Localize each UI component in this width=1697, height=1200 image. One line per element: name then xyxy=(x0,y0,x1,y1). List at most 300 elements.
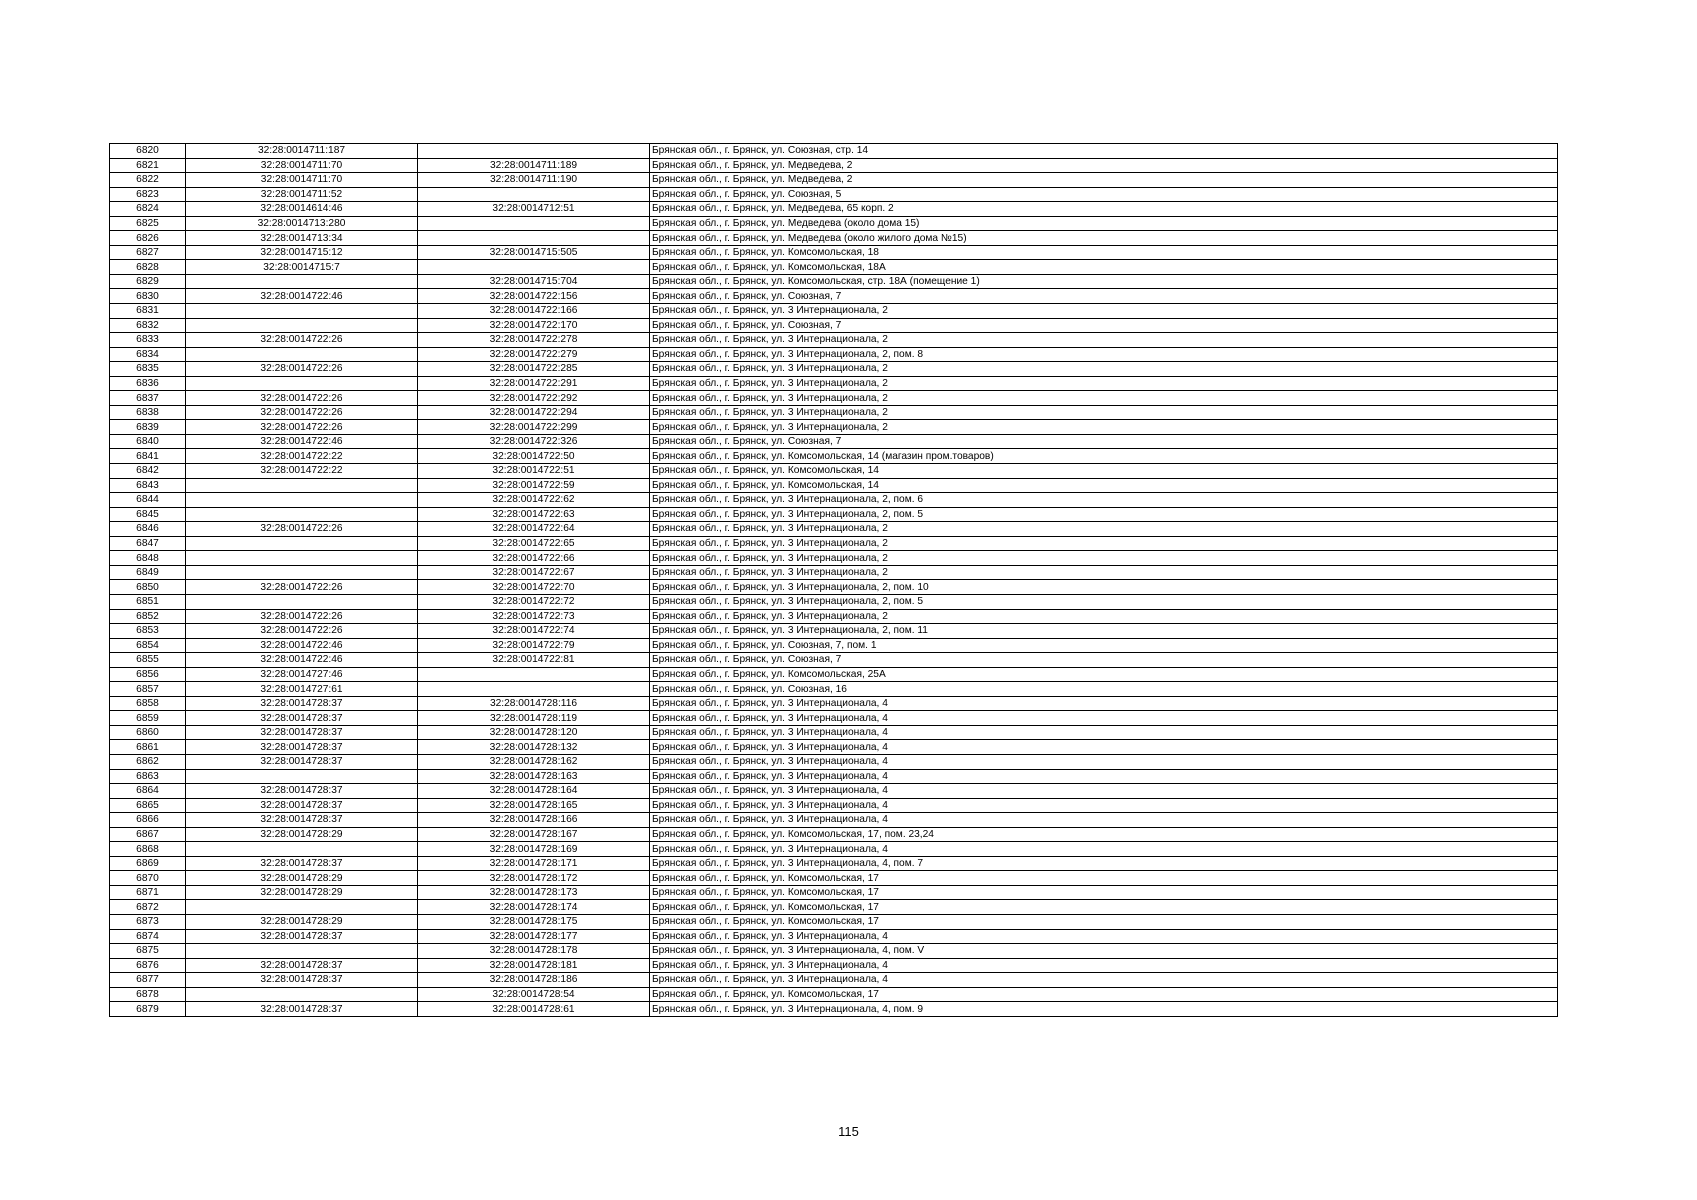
row-number: 6848 xyxy=(110,551,186,566)
row-number: 6839 xyxy=(110,420,186,435)
cadastral-number-object: 32:28:0014715:505 xyxy=(418,245,650,260)
row-number: 6868 xyxy=(110,842,186,857)
address: Брянская обл., г. Брянск, ул. Комсомольская, 18 xyxy=(650,245,1558,260)
cadastral-number-parcel: 32:28:0014722:46 xyxy=(186,289,418,304)
address: Брянская обл., г. Брянск, ул. 3 Интернационала, 2 xyxy=(650,609,1558,624)
cadastral-number-parcel: 32:28:0014728:37 xyxy=(186,725,418,740)
row-number: 6857 xyxy=(110,682,186,697)
row-number: 6867 xyxy=(110,827,186,842)
cadastral-number-parcel xyxy=(186,274,418,289)
table-row xyxy=(110,682,1558,697)
table-row xyxy=(110,813,1558,828)
cadastral-number-object: 32:28:0014728:166 xyxy=(418,813,650,828)
cadastral-number-object: 32:28:0014728:132 xyxy=(418,740,650,755)
row-number: 6862 xyxy=(110,754,186,769)
table-row xyxy=(110,245,1558,260)
cadastral-number-object: 32:28:0014722:291 xyxy=(418,376,650,391)
cadastral-number-object xyxy=(418,216,650,231)
address: Брянская обл., г. Брянск, ул. 3 Интернационала, 4, пом. 7 xyxy=(650,856,1558,871)
row-number: 6871 xyxy=(110,885,186,900)
address: Брянская обл., г. Брянск, ул. 3 Интернационала, 2 xyxy=(650,376,1558,391)
address: Брянская обл., г. Брянск, ул. Союзная, стр. 14 xyxy=(650,144,1558,159)
table-row xyxy=(110,260,1558,275)
row-number: 6840 xyxy=(110,434,186,449)
row-number: 6826 xyxy=(110,231,186,246)
cadastral-number-object: 32:28:0014722:299 xyxy=(418,420,650,435)
cadastral-number-object: 32:28:0014728:61 xyxy=(418,1002,650,1017)
cadastral-number-object: 32:28:0014728:120 xyxy=(418,725,650,740)
table-row xyxy=(110,769,1558,784)
cadastral-number-object: 32:28:0014722:170 xyxy=(418,318,650,333)
row-number: 6841 xyxy=(110,449,186,464)
cadastral-number-parcel xyxy=(186,318,418,333)
address: Брянская обл., г. Брянск, ул. 3 Интернационала, 2 xyxy=(650,333,1558,348)
table-row xyxy=(110,624,1558,639)
row-number: 6828 xyxy=(110,260,186,275)
address: Брянская обл., г. Брянск, ул. 3 Интернационала, 2, пом. 5 xyxy=(650,507,1558,522)
cadastral-number-parcel: 32:28:0014728:37 xyxy=(186,711,418,726)
address: Брянская обл., г. Брянск, ул. Медведева, 65 корп. 2 xyxy=(650,202,1558,217)
cadastral-number-object: 32:28:0014728:164 xyxy=(418,784,650,799)
cadastral-number-object: 32:28:0014728:177 xyxy=(418,929,650,944)
address: Брянская обл., г. Брянск, ул. 3 Интернационала, 2, пом. 5 xyxy=(650,594,1558,609)
cadastral-number-object: 32:28:0014722:74 xyxy=(418,624,650,639)
address: Брянская обл., г. Брянск, ул. 3 Интернационала, 2 xyxy=(650,522,1558,537)
table-row xyxy=(110,420,1558,435)
table-row xyxy=(110,274,1558,289)
cadastral-number-object xyxy=(418,231,650,246)
cadastral-number-object: 32:28:0014722:66 xyxy=(418,551,650,566)
cadastral-number-object: 32:28:0014728:171 xyxy=(418,856,650,871)
row-number: 6854 xyxy=(110,638,186,653)
cadastral-number-parcel: 32:28:0014728:37 xyxy=(186,929,418,944)
table-row xyxy=(110,144,1558,159)
address: Брянская обл., г. Брянск, ул. 3 Интернационала, 4 xyxy=(650,740,1558,755)
cadastral-number-object: 32:28:0014728:167 xyxy=(418,827,650,842)
address: Брянская обл., г. Брянск, ул. 3 Интернационала, 4 xyxy=(650,769,1558,784)
table-row xyxy=(110,522,1558,537)
cadastral-number-object: 32:28:0014722:294 xyxy=(418,405,650,420)
row-number: 6860 xyxy=(110,725,186,740)
address: Брянская обл., г. Брянск, ул. 3 Интернационала, 4 xyxy=(650,798,1558,813)
table-row xyxy=(110,725,1558,740)
cadastral-number-object: 32:28:0014722:67 xyxy=(418,565,650,580)
cadastral-number-parcel: 32:28:0014722:26 xyxy=(186,609,418,624)
cadastral-number-object: 32:28:0014728:116 xyxy=(418,696,650,711)
table-row xyxy=(110,609,1558,624)
row-number: 6875 xyxy=(110,944,186,959)
cadastral-number-object: 32:28:0014722:279 xyxy=(418,347,650,362)
table-row xyxy=(110,565,1558,580)
row-number: 6870 xyxy=(110,871,186,886)
cadastral-number-object: 32:28:0014728:175 xyxy=(418,914,650,929)
row-number: 6823 xyxy=(110,187,186,202)
cadastral-number-parcel xyxy=(186,944,418,959)
cadastral-number-parcel xyxy=(186,565,418,580)
table-row xyxy=(110,638,1558,653)
table-row xyxy=(110,216,1558,231)
cadastral-number-object: 32:28:0014715:704 xyxy=(418,274,650,289)
row-number: 6846 xyxy=(110,522,186,537)
cadastral-number-parcel: 32:28:0014722:26 xyxy=(186,391,418,406)
address: Брянская обл., г. Брянск, ул. Союзная, 7 xyxy=(650,653,1558,668)
table-row xyxy=(110,318,1558,333)
cadastral-number-object: 32:28:0014722:65 xyxy=(418,536,650,551)
row-number: 6829 xyxy=(110,274,186,289)
row-number: 6878 xyxy=(110,987,186,1002)
cadastral-number-parcel: 32:28:0014722:46 xyxy=(186,434,418,449)
address: Брянская обл., г. Брянск, ул. 3 Интернационала, 2, пом. 11 xyxy=(650,624,1558,639)
table-row xyxy=(110,784,1558,799)
table-row xyxy=(110,347,1558,362)
cadastral-number-parcel: 32:28:0014728:37 xyxy=(186,740,418,755)
table-row xyxy=(110,376,1558,391)
cadastral-number-parcel: 32:28:0014722:26 xyxy=(186,405,418,420)
row-number: 6834 xyxy=(110,347,186,362)
cadastral-number-parcel: 32:28:0014711:187 xyxy=(186,144,418,159)
row-number: 6853 xyxy=(110,624,186,639)
table-row xyxy=(110,536,1558,551)
address: Брянская обл., г. Брянск, ул. 3 Интернационала, 4 xyxy=(650,842,1558,857)
address: Брянская обл., г. Брянск, ул. Союзная, 5 xyxy=(650,187,1558,202)
row-number: 6833 xyxy=(110,333,186,348)
table-row xyxy=(110,754,1558,769)
cadastral-number-parcel: 32:28:0014715:12 xyxy=(186,245,418,260)
table-row xyxy=(110,434,1558,449)
cadastral-number-object: 32:28:0014728:172 xyxy=(418,871,650,886)
table-row xyxy=(110,696,1558,711)
cadastral-number-parcel xyxy=(186,478,418,493)
row-number: 6864 xyxy=(110,784,186,799)
cadastral-number-parcel: 32:28:0014614:46 xyxy=(186,202,418,217)
row-number: 6836 xyxy=(110,376,186,391)
address: Брянская обл., г. Брянск, ул. Комсомольская, 18А xyxy=(650,260,1558,275)
row-number: 6856 xyxy=(110,667,186,682)
table-row xyxy=(110,449,1558,464)
cadastral-number-object: 32:28:0014728:186 xyxy=(418,973,650,988)
cadastral-number-object: 32:28:0014728:163 xyxy=(418,769,650,784)
cadastral-number-parcel xyxy=(186,594,418,609)
row-number: 6832 xyxy=(110,318,186,333)
cadastral-table xyxy=(109,143,1558,1017)
address: Брянская обл., г. Брянск, ул. 3 Интернационала, 4 xyxy=(650,973,1558,988)
address: Брянская обл., г. Брянск, ул. 3 Интернационала, 2 xyxy=(650,362,1558,377)
cadastral-number-parcel: 32:28:0014728:29 xyxy=(186,827,418,842)
cadastral-number-parcel: 32:28:0014722:26 xyxy=(186,522,418,537)
address: Брянская обл., г. Брянск, ул. Комсомольская, 17 xyxy=(650,987,1558,1002)
address: Брянская обл., г. Брянск, ул. 3 Интернационала, 2, пом. 10 xyxy=(650,580,1558,595)
cadastral-number-object: 32:28:0014728:165 xyxy=(418,798,650,813)
table-row xyxy=(110,231,1558,246)
table-row xyxy=(110,391,1558,406)
cadastral-number-parcel xyxy=(186,536,418,551)
row-number: 6820 xyxy=(110,144,186,159)
address: Брянская обл., г. Брянск, ул. 3 Интернационала, 2, пом. 8 xyxy=(650,347,1558,362)
cadastral-number-parcel: 32:28:0014728:37 xyxy=(186,958,418,973)
row-number: 6822 xyxy=(110,173,186,188)
cadastral-number-object: 32:28:0014711:189 xyxy=(418,158,650,173)
row-number: 6824 xyxy=(110,202,186,217)
table-row xyxy=(110,900,1558,915)
cadastral-number-parcel: 32:28:0014715:7 xyxy=(186,260,418,275)
cadastral-number-parcel: 32:28:0014711:70 xyxy=(186,173,418,188)
cadastral-number-object: 32:28:0014728:181 xyxy=(418,958,650,973)
cadastral-number-object xyxy=(418,187,650,202)
cadastral-number-parcel: 32:28:0014728:37 xyxy=(186,856,418,871)
address: Брянская обл., г. Брянск, ул. Комсомольская, 17 xyxy=(650,871,1558,886)
cadastral-number-object: 32:28:0014722:292 xyxy=(418,391,650,406)
cadastral-number-parcel: 32:28:0014728:29 xyxy=(186,871,418,886)
cadastral-number-object: 32:28:0014712:51 xyxy=(418,202,650,217)
cadastral-number-object xyxy=(418,682,650,697)
cadastral-number-object xyxy=(418,667,650,682)
cadastral-number-object: 32:28:0014728:174 xyxy=(418,900,650,915)
table-row xyxy=(110,158,1558,173)
address: Брянская обл., г. Брянск, ул. 3 Интернационала, 4 xyxy=(650,813,1558,828)
address: Брянская обл., г. Брянск, ул. 3 Интернационала, 4 xyxy=(650,696,1558,711)
cadastral-number-parcel: 32:28:0014722:26 xyxy=(186,624,418,639)
address: Брянская обл., г. Брянск, ул. Союзная, 7 xyxy=(650,289,1558,304)
row-number: 6835 xyxy=(110,362,186,377)
address: Брянская обл., г. Брянск, ул. Комсомольская, 25А xyxy=(650,667,1558,682)
row-number: 6831 xyxy=(110,304,186,319)
table-row xyxy=(110,842,1558,857)
row-number: 6847 xyxy=(110,536,186,551)
address: Брянская обл., г. Брянск, ул. Союзная, 7 xyxy=(650,318,1558,333)
row-number: 6858 xyxy=(110,696,186,711)
row-number: 6879 xyxy=(110,1002,186,1017)
cadastral-number-object: 32:28:0014722:62 xyxy=(418,493,650,508)
cadastral-number-parcel: 32:28:0014711:52 xyxy=(186,187,418,202)
table-row xyxy=(110,405,1558,420)
cadastral-number-object: 32:28:0014722:70 xyxy=(418,580,650,595)
cadastral-number-parcel xyxy=(186,347,418,362)
cadastral-number-object: 32:28:0014728:119 xyxy=(418,711,650,726)
address: Брянская обл., г. Брянск, ул. 3 Интернационала, 2 xyxy=(650,391,1558,406)
cadastral-number-parcel: 32:28:0014711:70 xyxy=(186,158,418,173)
cadastral-number-parcel xyxy=(186,769,418,784)
address: Брянская обл., г. Брянск, ул. Комсомольская, 14 xyxy=(650,478,1558,493)
table-row xyxy=(110,798,1558,813)
row-number: 6821 xyxy=(110,158,186,173)
address: Брянская обл., г. Брянск, ул. 3 Интернационала, 2 xyxy=(650,420,1558,435)
address: Брянская обл., г. Брянск, ул. 3 Интернационала, 2 xyxy=(650,536,1558,551)
cadastral-number-object: 32:28:0014722:81 xyxy=(418,653,650,668)
address: Брянская обл., г. Брянск, ул. 3 Интернационала, 4, пом. V xyxy=(650,944,1558,959)
row-number: 6845 xyxy=(110,507,186,522)
table-row xyxy=(110,958,1558,973)
table-row xyxy=(110,740,1558,755)
row-number: 6861 xyxy=(110,740,186,755)
address: Брянская обл., г. Брянск, ул. Комсомольская, 17, пом. 23,24 xyxy=(650,827,1558,842)
address: Брянская обл., г. Брянск, ул. Комсомольская, 17 xyxy=(650,900,1558,915)
row-number: 6876 xyxy=(110,958,186,973)
cadastral-number-parcel xyxy=(186,900,418,915)
cadastral-number-object: 32:28:0014711:190 xyxy=(418,173,650,188)
table-row xyxy=(110,173,1558,188)
table-row xyxy=(110,464,1558,479)
cadastral-number-parcel: 32:28:0014728:37 xyxy=(186,813,418,828)
cadastral-number-parcel xyxy=(186,493,418,508)
cadastral-number-object xyxy=(418,260,650,275)
address: Брянская обл., г. Брянск, ул. Союзная, 7, пом. 1 xyxy=(650,638,1558,653)
cadastral-number-object xyxy=(418,144,650,159)
cadastral-number-parcel: 32:28:0014722:26 xyxy=(186,420,418,435)
cadastral-number-parcel xyxy=(186,842,418,857)
address: Брянская обл., г. Брянск, ул. 3 Интернационала, 4 xyxy=(650,929,1558,944)
cadastral-number-object: 32:28:0014728:173 xyxy=(418,885,650,900)
cadastral-number-parcel: 32:28:0014728:37 xyxy=(186,1002,418,1017)
row-number: 6844 xyxy=(110,493,186,508)
cadastral-number-parcel: 32:28:0014713:34 xyxy=(186,231,418,246)
address: Брянская обл., г. Брянск, ул. Комсомольская, 14 xyxy=(650,464,1558,479)
address: Брянская обл., г. Брянск, ул. Комсомольская, 17 xyxy=(650,914,1558,929)
cadastral-number-object: 32:28:0014722:72 xyxy=(418,594,650,609)
cadastral-number-parcel: 32:28:0014713:280 xyxy=(186,216,418,231)
table-row xyxy=(110,202,1558,217)
table-row xyxy=(110,1002,1558,1017)
address: Брянская обл., г. Брянск, ул. 3 Интернационала, 2, пом. 6 xyxy=(650,493,1558,508)
table-row xyxy=(110,667,1558,682)
cadastral-number-parcel: 32:28:0014722:22 xyxy=(186,464,418,479)
cadastral-number-parcel: 32:28:0014722:26 xyxy=(186,580,418,595)
address: Брянская обл., г. Брянск, ул. Медведева, 2 xyxy=(650,173,1558,188)
table-row xyxy=(110,493,1558,508)
cadastral-number-object: 32:28:0014728:54 xyxy=(418,987,650,1002)
cadastral-number-object: 32:28:0014722:166 xyxy=(418,304,650,319)
table-row xyxy=(110,478,1558,493)
row-number: 6869 xyxy=(110,856,186,871)
row-number: 6865 xyxy=(110,798,186,813)
table-row xyxy=(110,929,1558,944)
address: Брянская обл., г. Брянск, ул. Союзная, 16 xyxy=(650,682,1558,697)
cadastral-number-parcel: 32:28:0014722:26 xyxy=(186,333,418,348)
address: Брянская обл., г. Брянск, ул. 3 Интернационала, 4 xyxy=(650,754,1558,769)
cadastral-number-parcel: 32:28:0014728:37 xyxy=(186,973,418,988)
address: Брянская обл., г. Брянск, ул. 3 Интернационала, 2 xyxy=(650,565,1558,580)
row-number: 6859 xyxy=(110,711,186,726)
address: Брянская обл., г. Брянск, ул. Комсомольская, 14 (магазин пром.товаров) xyxy=(650,449,1558,464)
address: Брянская обл., г. Брянск, ул. 3 Интернационала, 2 xyxy=(650,551,1558,566)
table-row xyxy=(110,885,1558,900)
cadastral-number-object: 32:28:0014722:156 xyxy=(418,289,650,304)
cadastral-number-parcel xyxy=(186,551,418,566)
cadastral-number-parcel xyxy=(186,987,418,1002)
row-number: 6850 xyxy=(110,580,186,595)
cadastral-number-object: 32:28:0014722:73 xyxy=(418,609,650,624)
cadastral-number-object: 32:28:0014722:278 xyxy=(418,333,650,348)
row-number: 6825 xyxy=(110,216,186,231)
cadastral-number-parcel: 32:28:0014728:37 xyxy=(186,798,418,813)
table-row xyxy=(110,987,1558,1002)
row-number: 6874 xyxy=(110,929,186,944)
address: Брянская обл., г. Брянск, ул. Медведева (около жилого дома №15) xyxy=(650,231,1558,246)
table-row xyxy=(110,653,1558,668)
row-number: 6830 xyxy=(110,289,186,304)
row-number: 6877 xyxy=(110,973,186,988)
address: Брянская обл., г. Брянск, ул. 3 Интернационала, 4 xyxy=(650,725,1558,740)
table-row xyxy=(110,289,1558,304)
row-number: 6873 xyxy=(110,914,186,929)
row-number: 6863 xyxy=(110,769,186,784)
cadastral-number-object: 32:28:0014722:59 xyxy=(418,478,650,493)
row-number: 6842 xyxy=(110,464,186,479)
table-row xyxy=(110,304,1558,319)
cadastral-number-parcel: 32:28:0014728:37 xyxy=(186,696,418,711)
address: Брянская обл., г. Брянск, ул. 3 Интернационала, 4, пом. 9 xyxy=(650,1002,1558,1017)
cadastral-number-parcel: 32:28:0014722:22 xyxy=(186,449,418,464)
cadastral-number-object: 32:28:0014722:285 xyxy=(418,362,650,377)
cadastral-number-object: 32:28:0014722:64 xyxy=(418,522,650,537)
cadastral-number-object: 32:28:0014728:178 xyxy=(418,944,650,959)
cadastral-number-parcel: 32:28:0014728:29 xyxy=(186,914,418,929)
address: Брянская обл., г. Брянск, ул. Комсомольская, 17 xyxy=(650,885,1558,900)
cadastral-number-parcel xyxy=(186,376,418,391)
cadastral-number-parcel: 32:28:0014727:46 xyxy=(186,667,418,682)
cadastral-number-object: 32:28:0014728:162 xyxy=(418,754,650,769)
row-number: 6866 xyxy=(110,813,186,828)
row-number: 6827 xyxy=(110,245,186,260)
table-row xyxy=(110,551,1558,566)
address: Брянская обл., г. Брянск, ул. 3 Интернационала, 4 xyxy=(650,958,1558,973)
table-row xyxy=(110,856,1558,871)
address: Брянская обл., г. Брянск, ул. Союзная, 7 xyxy=(650,434,1558,449)
address: Брянская обл., г. Брянск, ул. 3 Интернационала, 2 xyxy=(650,304,1558,319)
cadastral-number-object: 32:28:0014722:50 xyxy=(418,449,650,464)
cadastral-number-object: 32:28:0014722:51 xyxy=(418,464,650,479)
table-row xyxy=(110,594,1558,609)
row-number: 6852 xyxy=(110,609,186,624)
cadastral-number-object: 32:28:0014728:169 xyxy=(418,842,650,857)
cadastral-number-object: 32:28:0014722:326 xyxy=(418,434,650,449)
table-row xyxy=(110,973,1558,988)
address: Брянская обл., г. Брянск, ул. 3 Интернационала, 4 xyxy=(650,784,1558,799)
table-row xyxy=(110,187,1558,202)
row-number: 6872 xyxy=(110,900,186,915)
cadastral-number-parcel: 32:28:0014728:37 xyxy=(186,784,418,799)
row-number: 6849 xyxy=(110,565,186,580)
address: Брянская обл., г. Брянск, ул. Комсомольская, стр. 18А (помещение 1) xyxy=(650,274,1558,289)
table-row xyxy=(110,871,1558,886)
cadastral-number-object: 32:28:0014722:63 xyxy=(418,507,650,522)
table-row xyxy=(110,827,1558,842)
row-number: 6837 xyxy=(110,391,186,406)
table-row xyxy=(110,914,1558,929)
row-number: 6843 xyxy=(110,478,186,493)
row-number: 6838 xyxy=(110,405,186,420)
table-row xyxy=(110,580,1558,595)
cadastral-number-parcel: 32:28:0014722:46 xyxy=(186,638,418,653)
address: Брянская обл., г. Брянск, ул. Медведева (около дома 15) xyxy=(650,216,1558,231)
cadastral-number-parcel: 32:28:0014722:46 xyxy=(186,653,418,668)
table-body xyxy=(110,144,1558,1017)
table-row xyxy=(110,507,1558,522)
page-number: 115 xyxy=(838,1124,859,1139)
cadastral-number-parcel: 32:28:0014722:26 xyxy=(186,362,418,377)
address: Брянская обл., г. Брянск, ул. 3 Интернационала, 4 xyxy=(650,711,1558,726)
table-row xyxy=(110,711,1558,726)
cadastral-number-object: 32:28:0014722:79 xyxy=(418,638,650,653)
row-number: 6855 xyxy=(110,653,186,668)
table-row xyxy=(110,362,1558,377)
cadastral-number-parcel: 32:28:0014727:61 xyxy=(186,682,418,697)
cadastral-number-parcel: 32:28:0014728:29 xyxy=(186,885,418,900)
cadastral-number-parcel xyxy=(186,507,418,522)
address: Брянская обл., г. Брянск, ул. 3 Интернационала, 2 xyxy=(650,405,1558,420)
cadastral-number-parcel: 32:28:0014728:37 xyxy=(186,754,418,769)
table-row xyxy=(110,944,1558,959)
row-number: 6851 xyxy=(110,594,186,609)
